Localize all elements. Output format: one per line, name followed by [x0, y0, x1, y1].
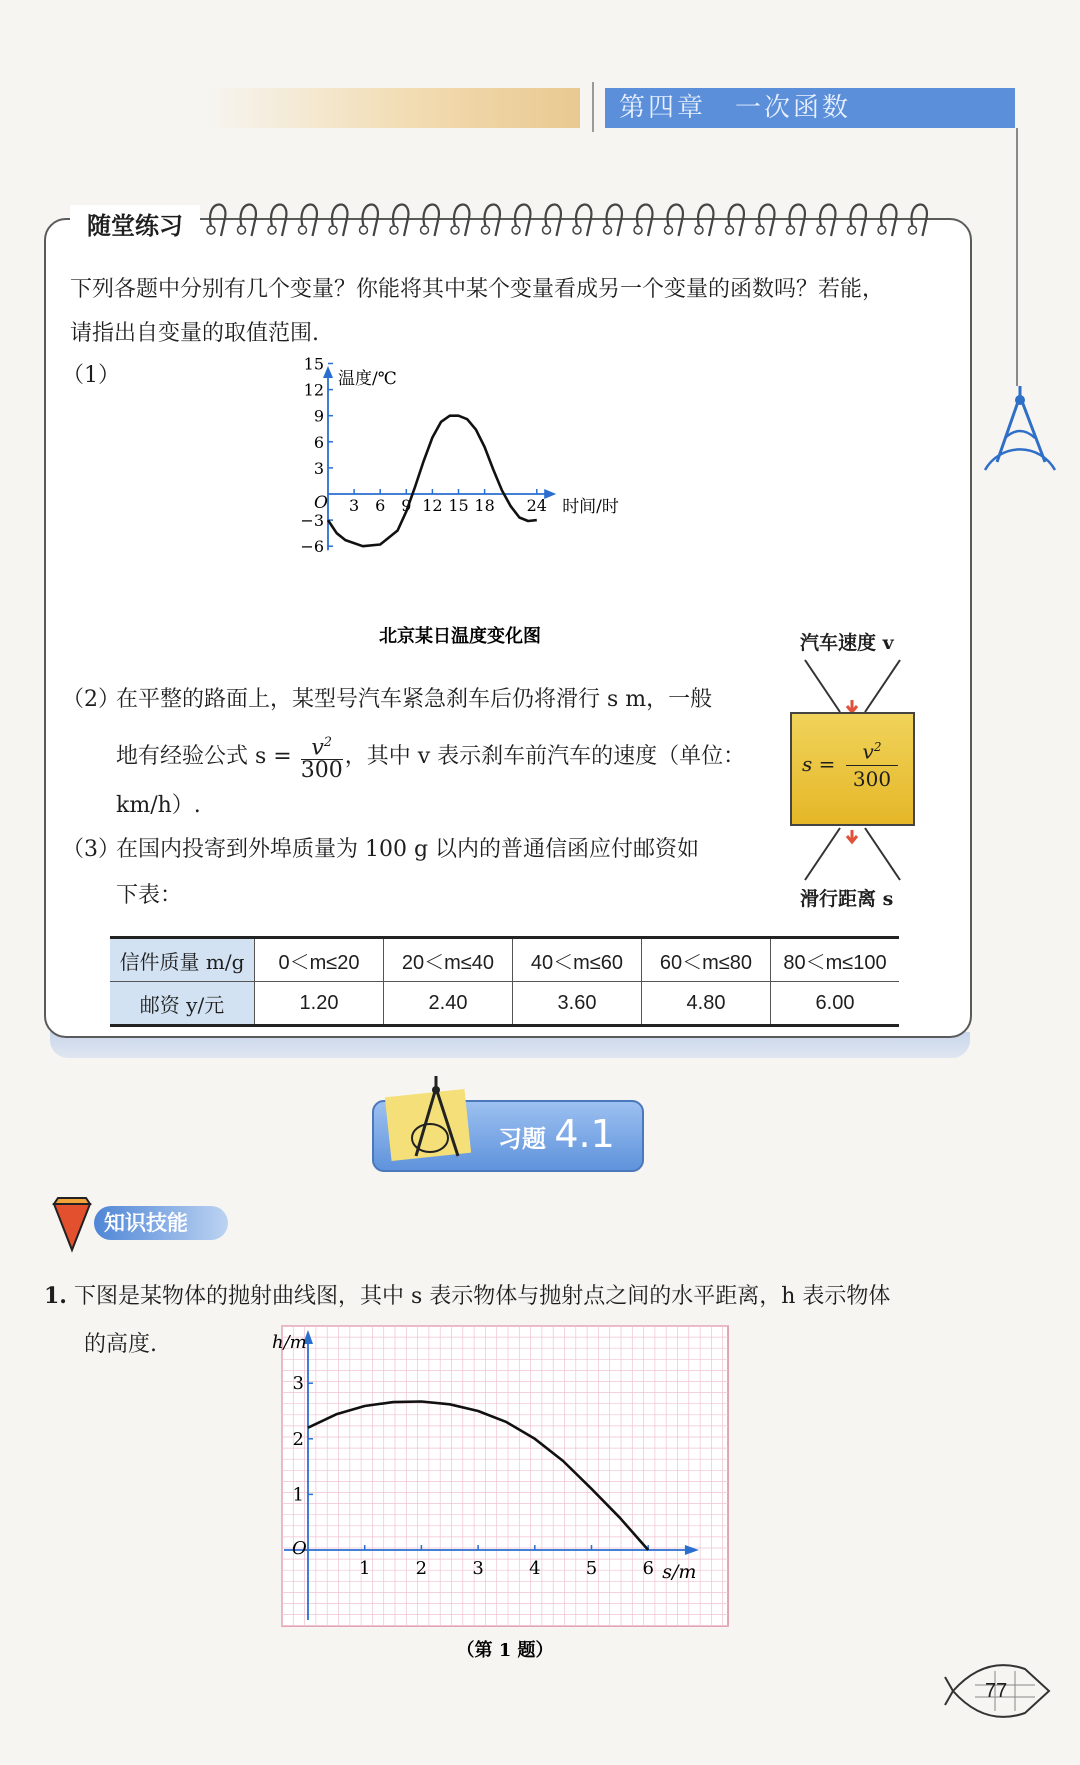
ring-hole — [421, 226, 429, 234]
x-tick-label: 3 — [349, 496, 360, 515]
ring-hole — [482, 226, 490, 234]
ring-hole — [207, 226, 215, 234]
table-cell: 3.60 — [513, 982, 642, 1026]
exercise-q1-text-1: 下图是某物体的抛射曲线图，其中 s 表示物体与抛射点之间的水平距离，h 表示物体 — [73, 1284, 891, 1309]
exercise-number: 4.1 — [554, 1112, 615, 1156]
formula-inline-lhs: 地有经验公式 s = — [116, 744, 292, 770]
chart-caption: （第 1 题） — [456, 1640, 554, 1661]
y-tick-label: 15 — [303, 354, 324, 374]
ring-hole — [451, 226, 459, 234]
formula-box — [790, 712, 915, 826]
ring-hole — [634, 226, 642, 234]
compass-icon — [400, 1072, 470, 1164]
x-tick-label: 5 — [585, 1558, 598, 1579]
ring-hole — [665, 226, 673, 234]
exercise-label: 习题 — [498, 1125, 546, 1153]
table-cell: 2.40 — [384, 982, 513, 1026]
ring-hole — [329, 226, 337, 234]
practice-intro — [70, 268, 950, 356]
x-tick-label: 15 — [448, 496, 469, 515]
question-3-label: （3） — [62, 837, 120, 862]
temperature-curve — [328, 416, 537, 547]
ring-hole — [512, 226, 520, 234]
x-tick-label: 3 — [472, 1558, 484, 1579]
y-axis-label: 温度/℃ — [338, 369, 397, 389]
intro-line-1: 下列各题中分别有几个变量？你能将其中某个变量看成另一个变量的函数吗？若能， — [70, 277, 885, 302]
formula-fraction — [846, 734, 898, 792]
formula-inline-denominator: 300 — [300, 758, 343, 784]
table-row-header: 信件质量 m/g — [110, 938, 255, 982]
y-tick-label: 3 — [313, 458, 324, 478]
ring-hole — [604, 226, 612, 234]
y-axis-arrow — [323, 366, 333, 378]
ring-hole — [695, 226, 703, 234]
exercise-q1-number: 1. — [44, 1283, 67, 1309]
ring-hole — [878, 226, 886, 234]
x-tick-label: 9 — [401, 496, 412, 515]
chart-title: 北京某日温度变化图 — [379, 626, 541, 647]
ring-hole — [817, 226, 825, 234]
skill-tag: 知识技能 — [94, 1206, 228, 1240]
header-divider — [592, 82, 594, 132]
table-cell: 6.00 — [771, 982, 900, 1026]
chapter-title: 第四章 一次函数 — [605, 88, 1015, 128]
page-number: 77 — [985, 1680, 1008, 1702]
intro-line-2: 请指出自变量的取值范围. — [70, 321, 319, 346]
car-speed-label: 汽车速度 v — [800, 632, 894, 654]
postage-table — [110, 936, 899, 1027]
table-cell: 4.80 — [642, 982, 771, 1026]
x-tick-label: 6 — [642, 1558, 654, 1579]
spiral-binding — [205, 196, 945, 248]
ring-hole — [726, 226, 734, 234]
table-cell: 1.20 — [255, 982, 384, 1026]
y-tick-label: 2 — [292, 1428, 304, 1450]
exercise-title — [498, 1110, 615, 1163]
ring-hole — [238, 226, 246, 234]
question-3-line-2: 下表： — [116, 883, 183, 908]
ring-hole — [848, 226, 856, 234]
ring-hole — [299, 226, 307, 234]
question-3-line-1: 在国内投寄到外埠质量为 100 g 以内的普通信函应付邮资如 — [116, 837, 700, 862]
question-2-label: （2） — [62, 687, 120, 712]
temperature-chart — [300, 354, 710, 652]
x-tick-label: 12 — [422, 496, 443, 515]
question-2-line-3: km/h）. — [116, 793, 201, 818]
output-funnel-icon — [790, 824, 915, 884]
formula-exponent: 2 — [873, 740, 882, 754]
y-tick-label: −3 — [300, 511, 324, 531]
y-axis-label: h/m — [272, 1332, 307, 1353]
table-cell: 0＜m≤20 — [255, 938, 384, 982]
y-tick-label: 1 — [292, 1484, 304, 1506]
table-cell: 80＜m≤100 — [771, 938, 900, 982]
x-tick-label: 4 — [529, 1558, 541, 1579]
table-row — [110, 982, 899, 1026]
slide-distance-label: 滑行距离 s — [800, 888, 894, 910]
formula-lhs: s = — [802, 752, 836, 776]
practice-tag: 随堂练习 — [70, 205, 200, 247]
ring-hole — [360, 226, 368, 234]
x-tick-label: 6 — [375, 496, 386, 515]
header-decoration — [205, 88, 580, 128]
x-axis-label: 时间/时 — [562, 497, 619, 517]
x-tick-label: 1 — [358, 1558, 371, 1579]
table-row-header: 邮资 y/元 — [110, 982, 255, 1026]
y-tick-label: 9 — [313, 406, 324, 426]
origin-label: O — [314, 493, 328, 513]
ring-hole — [909, 226, 917, 234]
y-tick-label: 3 — [292, 1373, 304, 1395]
y-tick-label: 6 — [313, 432, 324, 452]
ring-hole — [573, 226, 581, 234]
formula-inline-exponent: 2 — [323, 735, 333, 750]
table-row — [110, 938, 899, 982]
question-2-line-1: 在平整的路面上，某型号汽车紧急刹车后仍将滑行 s m，一般 — [116, 687, 713, 712]
compass-icon — [975, 384, 1065, 476]
x-axis-label: s/m — [662, 1561, 697, 1583]
x-tick-label: 18 — [474, 496, 495, 515]
ring-hole — [543, 226, 551, 234]
exercise-q1-line-2: 的高度. — [84, 1332, 157, 1357]
table-cell: 40＜m≤60 — [513, 938, 642, 982]
input-funnel-icon — [790, 656, 915, 716]
table-cell: 60＜m≤80 — [642, 938, 771, 982]
ring-hole — [787, 226, 795, 234]
ring-hole — [390, 226, 398, 234]
margin-line — [1016, 128, 1018, 386]
x-tick-label: 2 — [415, 1558, 428, 1579]
formula-inline-numerator: v — [311, 735, 324, 761]
origin-label: O — [292, 1538, 307, 1559]
formula-inline-rest: ，其中 v 表示刹车前汽车的速度（单位： — [344, 744, 746, 770]
ring-hole — [268, 226, 276, 234]
formula-denominator: 300 — [852, 766, 892, 791]
table-cell: 20＜m≤40 — [384, 938, 513, 982]
y-tick-label: −6 — [300, 537, 324, 557]
formula-inline-fraction — [301, 732, 343, 782]
pencil-tip-icon — [50, 1196, 94, 1252]
question-2-line-2 — [116, 732, 796, 782]
formula-numerator: v — [862, 739, 874, 764]
ring-hole — [756, 226, 764, 234]
projectile-chart — [270, 1310, 750, 1660]
y-tick-label: 12 — [303, 380, 324, 400]
question-1-label: （1） — [62, 363, 120, 388]
x-tick-label: 24 — [526, 496, 547, 515]
